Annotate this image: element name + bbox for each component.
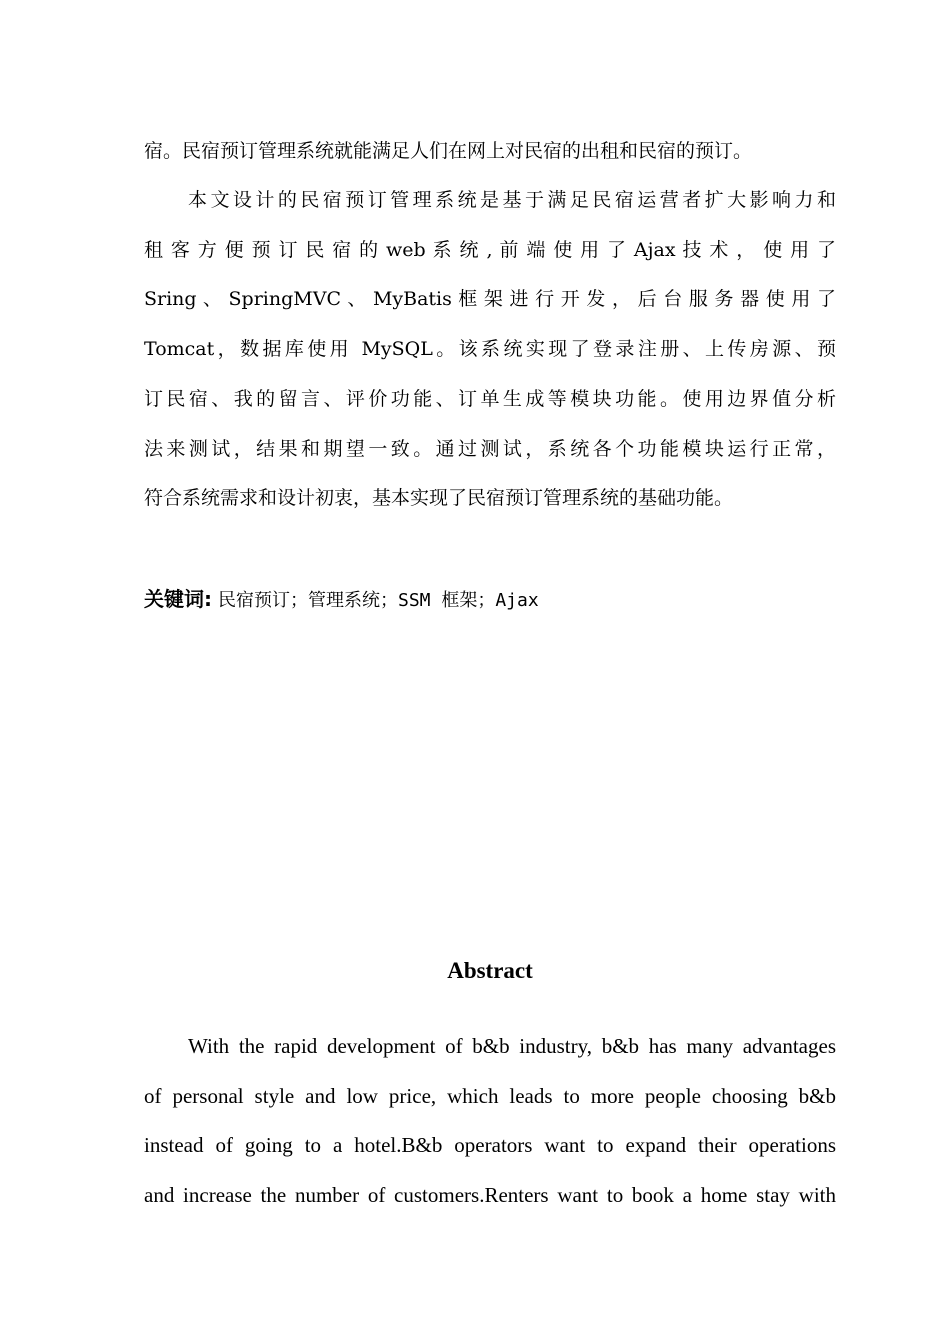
- cn-abstract-line-8: 符合系统需求和设计初衷，基本实现了民宿预订管理系统的基础功能。: [144, 487, 734, 509]
- en-abstract-line-3: instead of going to a hotel.B&b operators want to expand their operations: [144, 1133, 836, 1157]
- en-abstract-line-1: With the rapid development of b&b industry, b&b has many advantages: [188, 1034, 836, 1058]
- cn-abstract-line-7: 法来测试，结果和期望一致。通过测试，系统各个功能模块运行正常，: [144, 438, 836, 460]
- en-abstract-line-4: and increase the number of customers.Renters want to book a home stay with: [144, 1183, 836, 1207]
- cn-abstract-line-5: Tomcat，数据库使用 MySQL。该系统实现了登录注册、上传房源、预: [144, 338, 836, 360]
- en-abstract-line-2: of personal style and low price, which leads to more people choosing b&b: [144, 1084, 836, 1108]
- abstract-heading: Abstract: [447, 958, 533, 983]
- cn-abstract-line-3: 租 客 方 便 预 订 民 宿 的 web 系 统 , 前 端 使 用 了 Ajax 技 术 ， 使 用 了: [144, 239, 836, 261]
- cn-abstract-line-1: 宿。民宿预订管理系统就能满足人们在网上对民宿的出租和民宿的预订。: [144, 140, 753, 162]
- keywords-label: 关键词:: [144, 587, 212, 611]
- cn-abstract-line-4: Sring 、 SpringMVC 、 MyBatis 框 架 进 行 开 发 ， 后 台 服 务 器 使 用 了: [144, 288, 836, 310]
- cn-abstract-line-2: 本文设计的民宿预订管理系统是基于满足民宿运营者扩大影响力和: [188, 189, 836, 211]
- cn-abstract-line-6: 订民宿、我的留言、评价功能、订单生成等模块功能。使用边界值分析: [144, 388, 836, 410]
- keywords-text: 民宿预订；管理系统；SSM 框架；Ajax: [218, 590, 539, 611]
- keywords-line: [144, 585, 836, 615]
